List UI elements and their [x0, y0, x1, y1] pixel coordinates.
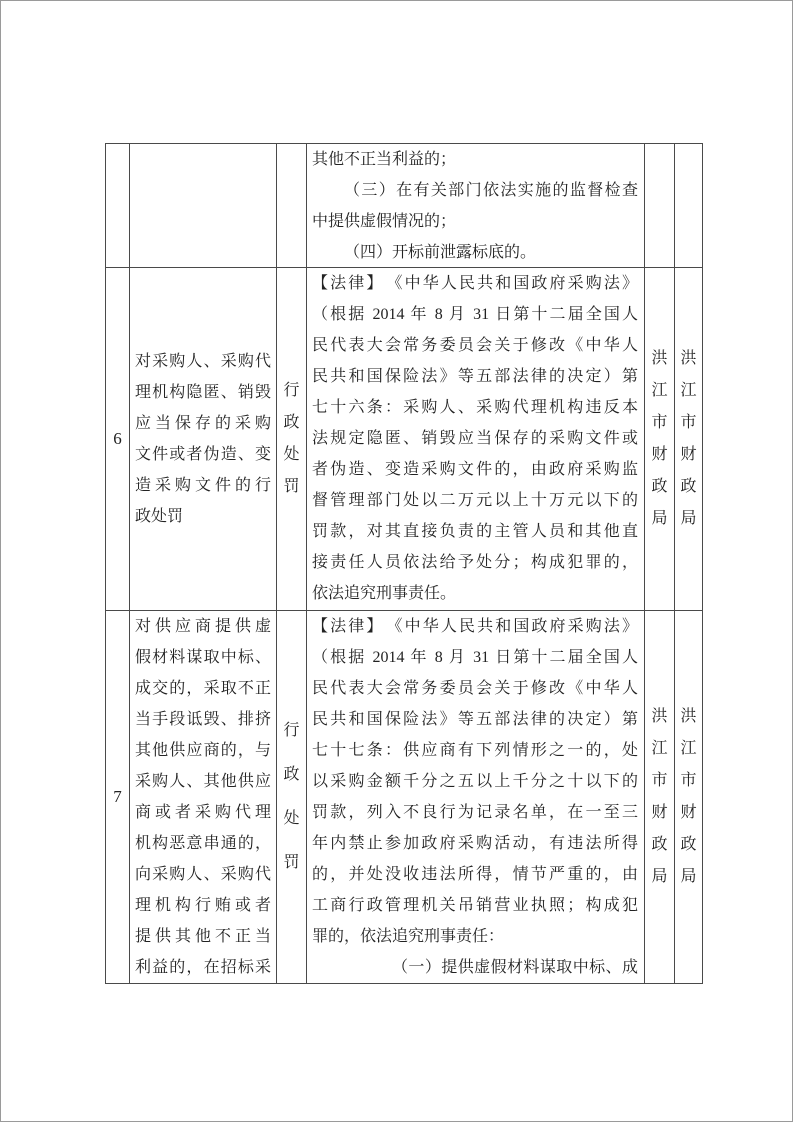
vertical-char: 局 — [680, 510, 697, 527]
text-line: 七十七条：供应商有下列情形之一的，处 — [312, 742, 638, 759]
vertical-char: 市 — [680, 772, 697, 789]
vertical-char: 行 — [283, 722, 300, 739]
vertical-char: 江 — [651, 740, 668, 757]
row-number-cell — [106, 268, 130, 611]
text-line: 年内禁止参加政府采购活动，有违法所得 — [312, 835, 638, 852]
text-line: 利益的，在招标采 — [135, 959, 271, 976]
penalty-table — [105, 143, 703, 984]
vertical-char: 洪 — [680, 350, 697, 367]
vertical-char: 行 — [283, 382, 300, 399]
vertical-char: 财 — [651, 804, 668, 821]
vertical-char: 处 — [283, 446, 300, 463]
vertical-char: 江 — [651, 382, 668, 399]
vertical-char: 市 — [651, 414, 668, 431]
implementing-agency-cell — [645, 144, 675, 268]
penalty-type-text — [277, 268, 306, 610]
vertical-char: 政 — [680, 836, 697, 853]
penalty-type-text — [277, 144, 306, 267]
text-line: 依法追究刑事责任。 — [312, 585, 457, 602]
table-row — [106, 611, 702, 983]
text-line: 督管理部门处以二万元以上十万元以下的 — [312, 492, 638, 509]
text-line: 假材料谋取中标、 — [135, 649, 271, 666]
supervising-agency-text — [675, 611, 702, 983]
implementing-agency-cell — [645, 268, 675, 611]
vertical-char: 洪 — [651, 350, 668, 367]
supervising-agency-text — [675, 144, 702, 267]
vertical-char: 财 — [680, 804, 697, 821]
implementing-agency-text — [645, 268, 674, 610]
text-line: 罚款，列入不良行为记录名单，在一至三 — [312, 804, 638, 821]
text-line: 罪的，依法追究刑事责任： — [312, 928, 505, 945]
implementing-agency-text — [645, 144, 674, 267]
text-line: 政处罚 — [135, 508, 184, 525]
vertical-char: 洪 — [680, 708, 697, 725]
text-line: 【法律】 《中华人民共和国政府采购法》 — [312, 618, 638, 635]
text-line: （四）开标前泄露标底的。 — [344, 244, 537, 261]
vertical-char: 处 — [283, 810, 300, 827]
text-line: （一）提供虚假材料谋取中标、成 — [392, 959, 638, 976]
vertical-char: 政 — [283, 414, 300, 431]
legal-basis-cell — [307, 611, 645, 983]
item-description-cell — [130, 611, 277, 983]
text-line: 提供其他不正当 — [135, 928, 271, 945]
text-line: 其他供应商的，与 — [135, 742, 271, 759]
text-line: 以采购金额千分之五以上千分之十以下的 — [312, 773, 638, 790]
text-line: 对采购人、采购代 — [135, 353, 271, 370]
implementing-agency-cell — [645, 611, 675, 983]
row-number: 6 — [113, 429, 122, 448]
vertical-char: 局 — [651, 868, 668, 885]
vertical-char: 局 — [651, 510, 668, 527]
text-line: 机构恶意串通的， — [135, 835, 271, 852]
legal-basis-cell — [307, 144, 645, 268]
text-line: 采购人、其他供应 — [135, 773, 271, 790]
text-line: 应当保存的采购 — [135, 415, 271, 432]
supervising-agency-cell — [675, 611, 702, 983]
vertical-char: 政 — [651, 478, 668, 495]
penalty-type-text — [277, 611, 306, 983]
implementing-agency-text — [645, 611, 674, 983]
text-line: 成交的，采取不正 — [135, 680, 271, 697]
vertical-char: 洪 — [651, 708, 668, 725]
text-line: 其他不正当利益的； — [312, 151, 457, 168]
row-number-cell — [106, 144, 130, 268]
vertical-char: 罚 — [283, 478, 300, 495]
penalty-type-cell — [277, 268, 307, 611]
vertical-char: 罚 — [283, 854, 300, 871]
vertical-char: 政 — [680, 478, 697, 495]
supervising-agency-text — [675, 268, 702, 610]
vertical-char: 市 — [651, 772, 668, 789]
legal-basis-cell — [307, 268, 645, 611]
row-number-cell — [106, 611, 130, 983]
text-line: 造采购文件的行 — [135, 477, 271, 494]
vertical-char: 财 — [680, 446, 697, 463]
text-line: 者伪造、变造采购文件的，由政府采购监 — [312, 461, 638, 478]
table-row — [106, 268, 702, 611]
text-line: 对供应商提供虚 — [135, 618, 271, 635]
penalty-type-cell — [277, 611, 307, 983]
text-line: 民共和国保险法》等五部法律的决定）第 — [312, 711, 638, 728]
text-line: 法规定隐匿、销毁应当保存的采购文件或 — [312, 430, 638, 447]
vertical-char: 江 — [680, 382, 697, 399]
text-line: 七十六条：采购人、采购代理机构违反本 — [312, 399, 638, 416]
text-line: 【法律】 《中华人民共和国政府采购法》 — [312, 275, 638, 292]
text-line: （根据 2014 年 8 月 31 日第十二届全国人 — [312, 649, 638, 666]
text-line: 文件或者伪造、变 — [135, 446, 271, 463]
text-line: 罚款，对其直接负责的主管人员和其他直 — [312, 523, 638, 540]
text-line: 接责任人员依法给予处分；构成犯罪的， — [312, 554, 638, 571]
vertical-char: 财 — [651, 446, 668, 463]
text-line: 民代表大会常务委员会关于修改《中华人 — [312, 337, 638, 354]
vertical-char: 政 — [283, 766, 300, 783]
text-line: （三）在有关部门依法实施的监督检查 — [344, 182, 638, 199]
text-line: 民代表大会常务委员会关于修改《中华人 — [312, 680, 638, 697]
table-row — [106, 144, 702, 268]
text-line: 民共和国保险法》等五部法律的决定）第 — [312, 368, 638, 385]
text-line: 理机构行贿或者 — [135, 897, 271, 914]
text-line: 当手段诋毁、排挤 — [135, 711, 271, 728]
supervising-agency-cell — [675, 268, 702, 611]
vertical-char: 政 — [651, 836, 668, 853]
text-line: （根据 2014 年 8 月 31 日第十二届全国人 — [312, 306, 638, 323]
text-line: 中提供虚假情况的； — [312, 213, 457, 230]
penalty-type-cell — [277, 144, 307, 268]
vertical-char: 局 — [680, 868, 697, 885]
vertical-char: 江 — [680, 740, 697, 757]
text-line: 向采购人、采购代 — [135, 866, 271, 883]
row-number: 7 — [113, 787, 122, 806]
supervising-agency-cell — [675, 144, 702, 268]
text-line: 的，并处没收违法所得，情节严重的，由 — [312, 866, 638, 883]
item-description-cell — [130, 268, 277, 611]
text-line: 商或者采购代理 — [135, 804, 271, 821]
text-line: 工商行政管理机关吊销营业执照；构成犯 — [312, 897, 638, 914]
vertical-char: 市 — [680, 414, 697, 431]
item-description-cell — [130, 144, 277, 268]
text-line: 理机构隐匿、销毁 — [135, 384, 271, 401]
